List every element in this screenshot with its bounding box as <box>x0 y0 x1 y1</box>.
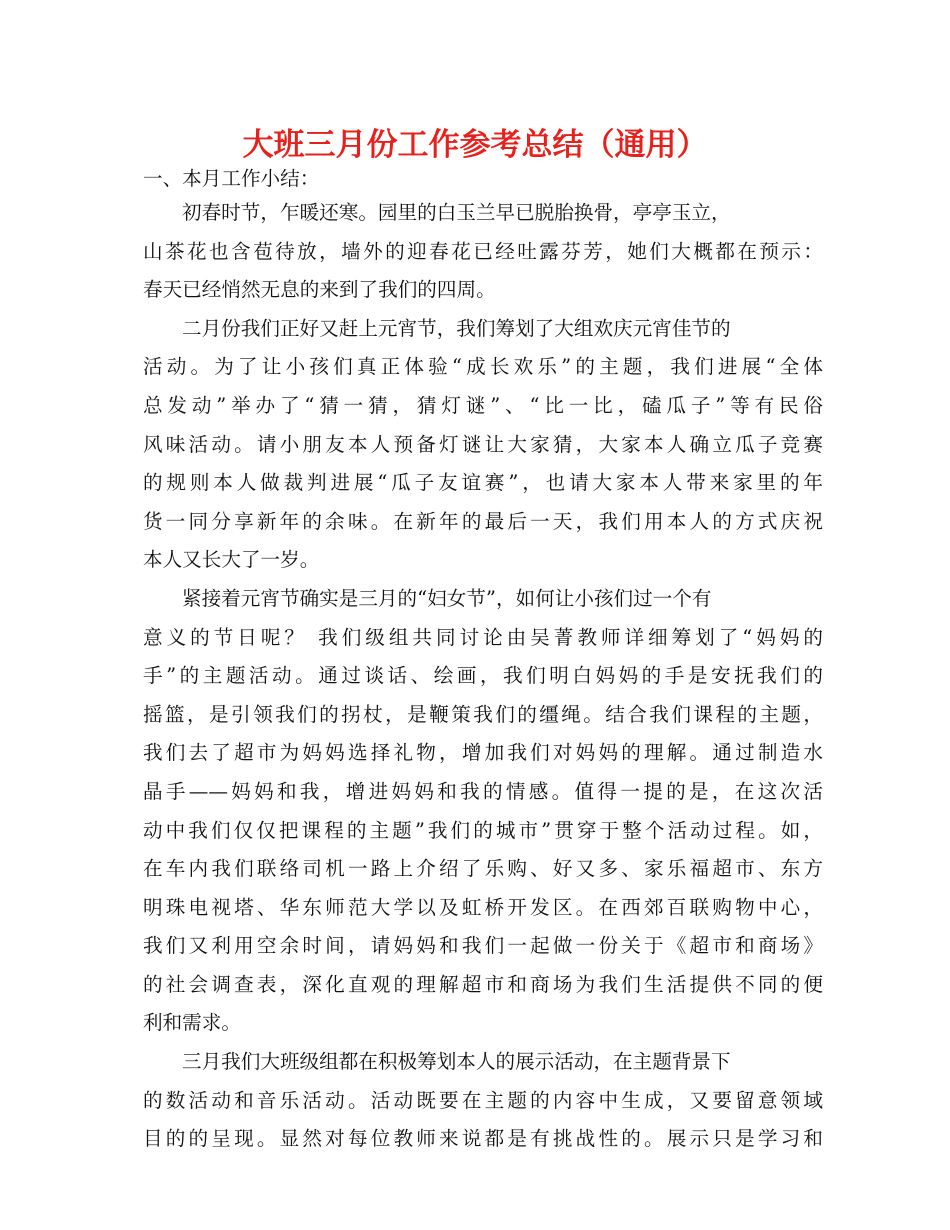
text-line: 目的的呈现。显然对每位教师来说都是有挑战性的。展示只是学习和 <box>143 1127 823 1151</box>
text-line: 的规则本人做裁判进展“瓜子友谊赛”，也请大家本人带来家里的年 <box>143 471 823 495</box>
section-heading: 一、本月工作小结： <box>143 167 320 190</box>
text-line: 风味活动。请小朋友本人预备灯谜让大家猜，大家本人确立瓜子竞赛 <box>143 432 823 456</box>
text-line: 我们又利用空余时间，请妈妈和我们一起做一份关于《超市和商场》 <box>143 934 823 958</box>
paragraph-2 <box>143 310 823 580</box>
paragraph-1 <box>143 194 823 310</box>
paragraph-3 <box>143 580 823 1043</box>
text-line: 总发动”举办了“猜一猜，猜灯谜”、“比一比，磕瓜子”等有民俗 <box>143 393 823 417</box>
text-line: 意义的节日呢？ 我们级组共同讨论由吴菁教师详细筹划了“妈妈的 <box>143 625 823 649</box>
text-line: 我们去了超市为妈妈选择礼物，增加我们对妈妈的理解。通过制造水 <box>143 741 823 765</box>
text-line: 晶手——妈妈和我，增进妈妈和我的情感。值得一提的是，在这次活 <box>143 779 823 803</box>
text-line: 山茶花也含苞待放，墙外的迎春花已经吐露芬芳，她们大概都在预示： <box>143 239 823 263</box>
text-line: 货一同分享新年的余味。在新年的最后一天，我们用本人的方式庆祝 <box>143 509 823 533</box>
text-line: 明珠电视塔、华东师范大学以及虹桥开发区。在西郊百联购物中心， <box>143 895 823 919</box>
document-title: 大班三月份工作参考总结（通用） <box>242 127 708 163</box>
text-line: 三月我们大班级组都在积极筹划本人的展示活动，在主题背景下 <box>182 1050 731 1074</box>
text-line: 本人又长大了一岁。 <box>143 548 320 572</box>
document-body <box>143 164 823 1159</box>
text-line: 动中我们仅仅把课程的主题”我们的城市”贯穿于整个活动过程。如， <box>143 818 823 842</box>
text-line: 手”的主题活动。通过谈话、绘画，我们明白妈妈的手是安抚我们的 <box>143 664 823 688</box>
text-line: 的数活动和音乐活动。活动既要在主题的内容中生成，又要留意领域 <box>143 1088 823 1112</box>
paragraph-4 <box>143 1043 823 1159</box>
text-line: 在车内我们联络司机一路上介绍了乐购、好又多、家乐福超市、东方 <box>143 857 823 881</box>
text-line: 紧接着元宵节确实是三月的“妇女节”，如何让小孩们过一个有 <box>182 586 712 610</box>
text-line: 利和需求。 <box>143 1011 241 1035</box>
text-line: 的社会调查表，深化直观的理解超市和商场为我们生活提供不同的便 <box>143 972 823 996</box>
text-line: 摇篮，是引领我们的拐杖，是鞭策我们的缰绳。结合我们课程的主题， <box>143 702 823 726</box>
text-line: 初春时节，乍暖还寒。园里的白玉兰早已脱胎换骨，亭亭玉立， <box>182 201 731 224</box>
text-line: 活动。为了让小孩们真正体验“成长欢乐”的主题，我们进展“全体 <box>143 355 823 379</box>
text-line: 春天已经悄然无息的来到了我们的四周。 <box>143 278 496 302</box>
text-line: 二月份我们正好又赶上元宵节，我们筹划了大组欢庆元宵佳节的 <box>182 316 731 340</box>
